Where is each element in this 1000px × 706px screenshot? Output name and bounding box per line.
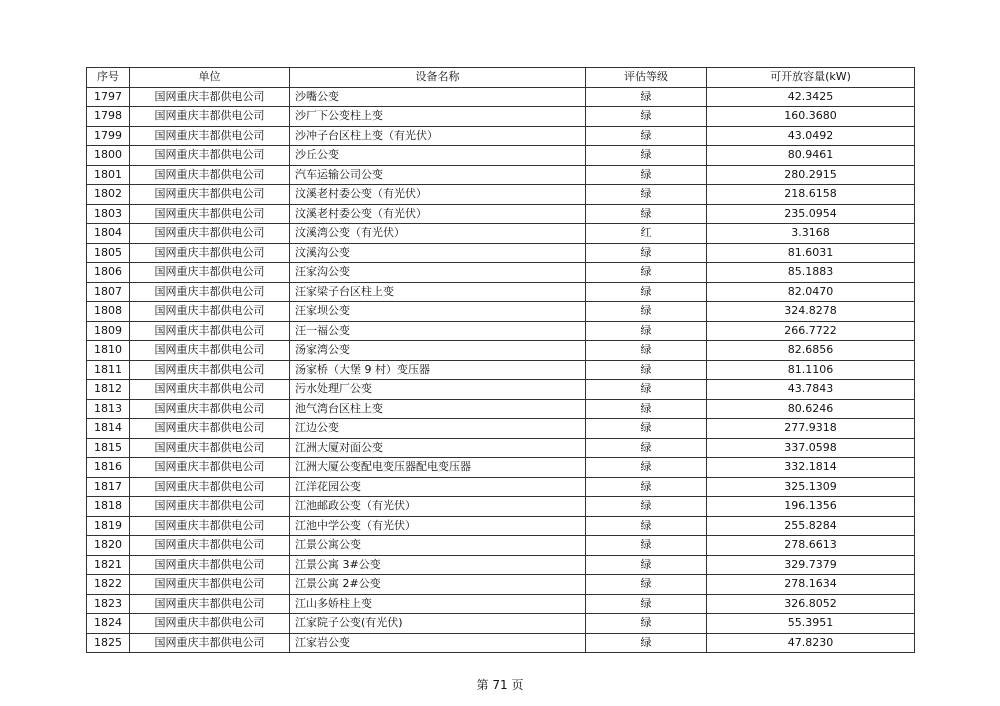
cell-grade: 绿 (586, 204, 707, 224)
table-row (87, 594, 915, 614)
cell-grade: 绿 (586, 614, 707, 634)
cell-capacity: 82.6856 (707, 341, 915, 361)
cell-capacity: 196.1356 (707, 497, 915, 517)
cell-unit: 国网重庆丰都供电公司 (130, 302, 290, 322)
cell-seq: 1807 (87, 282, 130, 302)
cell-seq: 1806 (87, 263, 130, 283)
page-number: 第 71 页 (476, 678, 524, 692)
cell-capacity: 218.6158 (707, 185, 915, 205)
cell-grade: 绿 (586, 419, 707, 439)
header-grade: 评估等级 (586, 68, 707, 88)
table-row (87, 555, 915, 575)
cell-unit: 国网重庆丰都供电公司 (130, 341, 290, 361)
cell-grade: 绿 (586, 536, 707, 556)
cell-unit: 国网重庆丰都供电公司 (130, 204, 290, 224)
cell-device-name: 汽车运输公司公变 (290, 165, 586, 185)
cell-device-name: 汶溪老村委公变（有光伏） (290, 185, 586, 205)
cell-grade: 绿 (586, 243, 707, 263)
table-row (87, 614, 915, 634)
cell-unit: 国网重庆丰都供电公司 (130, 126, 290, 146)
cell-seq: 1823 (87, 594, 130, 614)
cell-grade: 绿 (586, 458, 707, 478)
cell-grade: 绿 (586, 341, 707, 361)
cell-device-name: 汤家湾公变 (290, 341, 586, 361)
table-row (87, 107, 915, 127)
table-row (87, 633, 915, 653)
table-row (87, 341, 915, 361)
cell-device-name: 汪家梁子台区柱上变 (290, 282, 586, 302)
cell-capacity: 42.3425 (707, 87, 915, 107)
cell-seq: 1816 (87, 458, 130, 478)
cell-grade: 绿 (586, 282, 707, 302)
cell-unit: 国网重庆丰都供电公司 (130, 224, 290, 244)
cell-seq: 1817 (87, 477, 130, 497)
header-capacity: 可开放容量(kW) (707, 68, 915, 88)
table-row (87, 185, 915, 205)
table-row (87, 321, 915, 341)
cell-seq: 1797 (87, 87, 130, 107)
cell-seq: 1800 (87, 146, 130, 166)
table-row (87, 477, 915, 497)
cell-unit: 国网重庆丰都供电公司 (130, 399, 290, 419)
table-row (87, 87, 915, 107)
cell-device-name: 江边公变 (290, 419, 586, 439)
cell-capacity: 81.6031 (707, 243, 915, 263)
cell-grade: 绿 (586, 477, 707, 497)
cell-grade: 绿 (586, 380, 707, 400)
header-unit: 单位 (130, 68, 290, 88)
cell-grade: 绿 (586, 87, 707, 107)
cell-device-name: 池气湾台区柱上变 (290, 399, 586, 419)
cell-seq: 1822 (87, 575, 130, 595)
cell-seq: 1824 (87, 614, 130, 634)
cell-device-name: 沙冲子台区柱上变（有光伏） (290, 126, 586, 146)
cell-unit: 国网重庆丰都供电公司 (130, 555, 290, 575)
cell-device-name: 污水处理厂公变 (290, 380, 586, 400)
table-row (87, 243, 915, 263)
table-row (87, 146, 915, 166)
cell-device-name: 江池邮政公变（有光伏） (290, 497, 586, 517)
cell-seq: 1809 (87, 321, 130, 341)
cell-seq: 1798 (87, 107, 130, 127)
cell-capacity: 82.0470 (707, 282, 915, 302)
capacity-table (86, 67, 915, 653)
cell-unit: 国网重庆丰都供电公司 (130, 185, 290, 205)
cell-device-name: 沙嘴公变 (290, 87, 586, 107)
cell-device-name: 汪家坝公变 (290, 302, 586, 322)
cell-seq: 1803 (87, 204, 130, 224)
cell-capacity: 3.3168 (707, 224, 915, 244)
cell-unit: 国网重庆丰都供电公司 (130, 282, 290, 302)
cell-device-name: 江家岩公变 (290, 633, 586, 653)
cell-capacity: 332.1814 (707, 458, 915, 478)
cell-device-name: 江洋花园公变 (290, 477, 586, 497)
cell-grade: 绿 (586, 146, 707, 166)
cell-seq: 1813 (87, 399, 130, 419)
table-row (87, 282, 915, 302)
cell-unit: 国网重庆丰都供电公司 (130, 633, 290, 653)
cell-device-name: 汶溪老村委公变（有光伏） (290, 204, 586, 224)
table-body (87, 87, 915, 653)
cell-unit: 国网重庆丰都供电公司 (130, 87, 290, 107)
cell-seq: 1805 (87, 243, 130, 263)
table-row (87, 399, 915, 419)
cell-grade: 绿 (586, 399, 707, 419)
cell-unit: 国网重庆丰都供电公司 (130, 360, 290, 380)
cell-seq: 1814 (87, 419, 130, 439)
cell-capacity: 329.7379 (707, 555, 915, 575)
table-row (87, 438, 915, 458)
cell-capacity: 85.1883 (707, 263, 915, 283)
cell-capacity: 80.9461 (707, 146, 915, 166)
cell-grade: 绿 (586, 594, 707, 614)
cell-capacity: 278.1634 (707, 575, 915, 595)
table-row (87, 458, 915, 478)
cell-capacity: 160.3680 (707, 107, 915, 127)
table-row (87, 126, 915, 146)
cell-grade: 绿 (586, 575, 707, 595)
cell-capacity: 80.6246 (707, 399, 915, 419)
cell-unit: 国网重庆丰都供电公司 (130, 419, 290, 439)
cell-device-name: 汶溪沟公变 (290, 243, 586, 263)
cell-capacity: 278.6613 (707, 536, 915, 556)
cell-device-name: 江家院子公变(有光伏) (290, 614, 586, 634)
cell-device-name: 汤家桥（大堡 9 村）变压器 (290, 360, 586, 380)
cell-unit: 国网重庆丰都供电公司 (130, 146, 290, 166)
cell-device-name: 汪一福公变 (290, 321, 586, 341)
cell-unit: 国网重庆丰都供电公司 (130, 575, 290, 595)
cell-grade: 绿 (586, 185, 707, 205)
cell-unit: 国网重庆丰都供电公司 (130, 380, 290, 400)
cell-device-name: 江池中学公变（有光伏） (290, 516, 586, 536)
table-row (87, 419, 915, 439)
cell-grade: 绿 (586, 263, 707, 283)
cell-capacity: 280.2915 (707, 165, 915, 185)
cell-device-name: 汶溪湾公变（有光伏） (290, 224, 586, 244)
cell-seq: 1825 (87, 633, 130, 653)
cell-unit: 国网重庆丰都供电公司 (130, 594, 290, 614)
table-row (87, 516, 915, 536)
cell-device-name: 江山多娇柱上变 (290, 594, 586, 614)
cell-device-name: 沙厂下公变柱上变 (290, 107, 586, 127)
table-row (87, 263, 915, 283)
cell-grade: 绿 (586, 107, 707, 127)
cell-grade: 绿 (586, 360, 707, 380)
cell-capacity: 43.7843 (707, 380, 915, 400)
cell-unit: 国网重庆丰都供电公司 (130, 438, 290, 458)
cell-seq: 1811 (87, 360, 130, 380)
cell-unit: 国网重庆丰都供电公司 (130, 263, 290, 283)
cell-seq: 1819 (87, 516, 130, 536)
cell-grade: 绿 (586, 633, 707, 653)
cell-capacity: 324.8278 (707, 302, 915, 322)
cell-seq: 1820 (87, 536, 130, 556)
table-header-row (87, 68, 915, 88)
cell-capacity: 337.0598 (707, 438, 915, 458)
cell-device-name: 沙丘公变 (290, 146, 586, 166)
cell-unit: 国网重庆丰都供电公司 (130, 243, 290, 263)
cell-grade: 绿 (586, 497, 707, 517)
cell-capacity: 47.8230 (707, 633, 915, 653)
cell-grade: 红 (586, 224, 707, 244)
header-device-name: 设备名称 (290, 68, 586, 88)
table-row (87, 497, 915, 517)
cell-unit: 国网重庆丰都供电公司 (130, 477, 290, 497)
cell-seq: 1821 (87, 555, 130, 575)
cell-seq: 1815 (87, 438, 130, 458)
cell-unit: 国网重庆丰都供电公司 (130, 165, 290, 185)
cell-unit: 国网重庆丰都供电公司 (130, 107, 290, 127)
cell-capacity: 255.8284 (707, 516, 915, 536)
cell-grade: 绿 (586, 321, 707, 341)
cell-seq: 1799 (87, 126, 130, 146)
cell-device-name: 江景公寓 2#公变 (290, 575, 586, 595)
cell-capacity: 277.9318 (707, 419, 915, 439)
table-row (87, 165, 915, 185)
cell-unit: 国网重庆丰都供电公司 (130, 321, 290, 341)
capacity-table-container (86, 67, 914, 653)
cell-capacity: 326.8052 (707, 594, 915, 614)
cell-device-name: 江景公寓公变 (290, 536, 586, 556)
cell-unit: 国网重庆丰都供电公司 (130, 497, 290, 517)
cell-unit: 国网重庆丰都供电公司 (130, 458, 290, 478)
cell-grade: 绿 (586, 126, 707, 146)
cell-grade: 绿 (586, 438, 707, 458)
cell-capacity: 266.7722 (707, 321, 915, 341)
cell-device-name: 江景公寓 3#公变 (290, 555, 586, 575)
cell-unit: 国网重庆丰都供电公司 (130, 614, 290, 634)
cell-grade: 绿 (586, 302, 707, 322)
cell-unit: 国网重庆丰都供电公司 (130, 536, 290, 556)
cell-unit: 国网重庆丰都供电公司 (130, 516, 290, 536)
cell-grade: 绿 (586, 516, 707, 536)
cell-seq: 1801 (87, 165, 130, 185)
table-row (87, 360, 915, 380)
table-row (87, 536, 915, 556)
table-row (87, 380, 915, 400)
table-row (87, 302, 915, 322)
cell-seq: 1808 (87, 302, 130, 322)
table-row (87, 575, 915, 595)
cell-capacity: 43.0492 (707, 126, 915, 146)
cell-seq: 1804 (87, 224, 130, 244)
cell-capacity: 81.1106 (707, 360, 915, 380)
cell-seq: 1818 (87, 497, 130, 517)
cell-seq: 1812 (87, 380, 130, 400)
table-row (87, 204, 915, 224)
cell-device-name: 江洲大厦公变配电变压器配电变压器 (290, 458, 586, 478)
cell-grade: 绿 (586, 555, 707, 575)
cell-grade: 绿 (586, 165, 707, 185)
cell-seq: 1802 (87, 185, 130, 205)
cell-capacity: 325.1309 (707, 477, 915, 497)
table-row (87, 224, 915, 244)
cell-device-name: 汪家沟公变 (290, 263, 586, 283)
cell-capacity: 235.0954 (707, 204, 915, 224)
cell-capacity: 55.3951 (707, 614, 915, 634)
cell-device-name: 江洲大厦对面公变 (290, 438, 586, 458)
cell-seq: 1810 (87, 341, 130, 361)
header-seq: 序号 (87, 68, 130, 88)
